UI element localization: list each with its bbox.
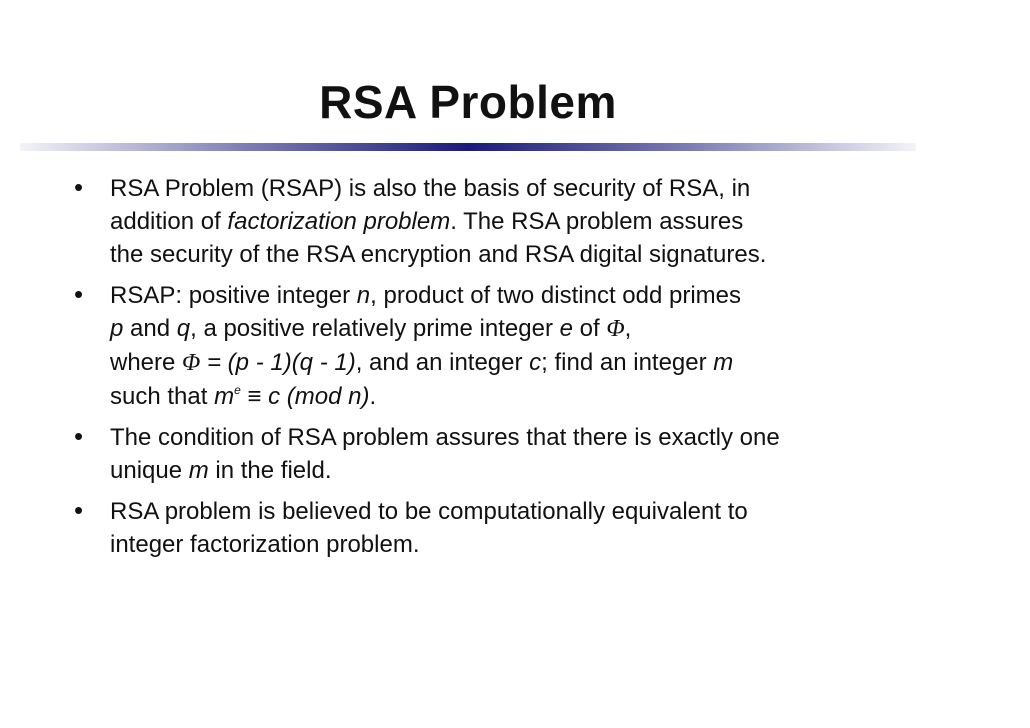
- bullet-dot-icon: •: [74, 279, 84, 309]
- text-run: Φ: [182, 350, 201, 376]
- text-run: p: [110, 315, 124, 342]
- text-run: RSAP: positive integer: [110, 282, 357, 309]
- bullet-dot-icon: •: [74, 421, 84, 451]
- text-run: e: [559, 315, 573, 342]
- text-run: . The RSA problem assures: [450, 208, 744, 235]
- bullet-item: [60, 495, 960, 561]
- bullet-line: [110, 205, 960, 238]
- bullet-line: [110, 279, 960, 312]
- text-run: RSA Problem (RSAP) is also the basis of security of RSA, in: [110, 175, 751, 202]
- bullet-line: [110, 238, 960, 271]
- bullet-line: [110, 346, 960, 380]
- text-run: in the field.: [208, 457, 332, 484]
- title-divider: [20, 143, 916, 151]
- text-run: q: [176, 315, 191, 342]
- text-run: , product of two distinct odd primes: [370, 282, 741, 309]
- text-run: unique: [110, 457, 189, 484]
- text-run: m: [188, 457, 209, 484]
- bullet-item: [60, 172, 960, 271]
- text-run: the security of the RSA encryption and RSA digital signatures.: [110, 241, 767, 268]
- slide-title: RSA Problem: [319, 76, 617, 128]
- bullet-line: [110, 421, 960, 454]
- bullet-list: [60, 172, 960, 569]
- bullet-dot-icon: •: [74, 495, 84, 525]
- text-run: RSA problem is believed to be computationally equivalent to: [110, 498, 748, 525]
- text-run: ≡: [240, 383, 269, 410]
- text-run: ,: [624, 315, 632, 342]
- text-run: c: [529, 349, 542, 376]
- bullet-line: [110, 454, 960, 487]
- text-run: of: [572, 315, 607, 342]
- bullet-item: [60, 279, 960, 413]
- text-run: n: [356, 282, 371, 309]
- bullet-line: [110, 380, 960, 413]
- text-run: c (mod n): [268, 383, 370, 410]
- text-run: The condition of RSA problem assures that there is exactly one: [110, 424, 780, 451]
- bullet-line: [110, 528, 960, 561]
- text-run: .: [369, 383, 377, 410]
- text-run: m: [214, 383, 235, 410]
- text-run: factorization problem: [227, 208, 451, 235]
- bullet-line: [110, 312, 960, 346]
- text-run: integer factorization problem.: [110, 531, 420, 558]
- text-run: , a positive relatively prime integer: [190, 315, 560, 342]
- text-run: Φ: [606, 316, 625, 342]
- bullet-item: [60, 421, 960, 487]
- bullet-line: [110, 172, 960, 205]
- text-run: ; find an integer: [541, 349, 714, 376]
- text-run: where: [110, 349, 183, 376]
- text-run: such that: [110, 383, 215, 410]
- text-run: m: [713, 349, 734, 376]
- bullet-dot-icon: •: [74, 172, 84, 202]
- text-run: = (p - 1)(q - 1): [200, 349, 356, 376]
- text-run: and: [123, 315, 177, 342]
- bullet-line: [110, 495, 960, 528]
- text-run: e: [234, 383, 241, 397]
- text-run: , and an integer: [355, 349, 530, 376]
- text-run: addition of: [110, 208, 228, 235]
